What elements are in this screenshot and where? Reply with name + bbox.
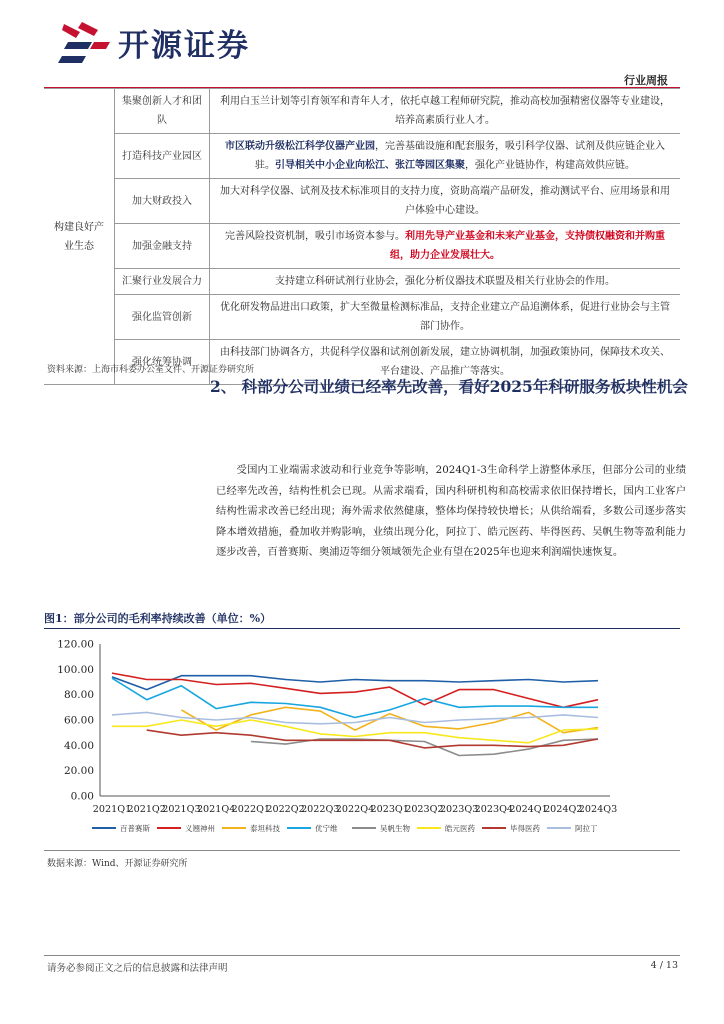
policy-subcategory: 集聚创新人才和团队 (115, 89, 210, 134)
x-tick-label: 2021Q4 (196, 804, 236, 815)
series-line-2 (112, 673, 598, 707)
figure-title-divider (44, 628, 680, 629)
x-tick-label: 2021Q2 (127, 804, 166, 815)
description-text: 加大对科学仪器、试剂及技术标准项目的支持力度，资助高端产品研发，推动测试平台、应用场景和用户体验中心建设。 (220, 186, 670, 216)
x-tick-label: 2021Q1 (92, 804, 132, 815)
highlight-text: 引导相关中小企业向松江、张江等园区集聚 (275, 160, 465, 171)
policy-subcategory: 加强金融支持 (115, 224, 210, 269)
policy-row (44, 89, 680, 134)
y-tick-label: 120.00 (57, 638, 94, 651)
x-tick-label: 2022Q1 (231, 804, 271, 815)
description-text: 支持建立科研试剂行业协会，强化分析仪器技术联盟及相关行业协会的作用。 (275, 276, 615, 287)
policy-row (44, 134, 680, 179)
description-text: 利用白玉兰计划等引育领军和青年人才，依托卓越工程师研究院，推动高校加强精密仪器等专业建设，培养高素质行业人才。 (220, 96, 670, 126)
y-tick-label: 100.00 (57, 663, 94, 676)
y-tick-label: 60.00 (63, 714, 94, 727)
x-tick-label: 2024Q3 (578, 804, 618, 815)
x-tick-label: 2022Q4 (335, 804, 375, 815)
description-text: 由科技部门协调各方，共促科学仪器和试剂创新发展，建立协调机制，加强政策协同，保障技术攻关、平台建设、产品推广等落实。 (220, 347, 670, 377)
gross-margin-line-chart (44, 632, 680, 844)
x-tick-label: 2023Q3 (439, 804, 479, 815)
policy-subcategory: 强化监管创新 (115, 295, 210, 340)
x-tick-label: 2021Q3 (162, 804, 201, 815)
legend-label: 义翘神州 (185, 824, 215, 833)
policy-row (44, 269, 680, 295)
legend-label: 泰坦科技 (250, 824, 280, 833)
description-text: 优化研发物品进出口政策，扩大至微量检测标准品，支持企业建立产品追溯体系，促进行业协会与主管部门协作。 (220, 302, 670, 332)
x-tick-label: 2023Q1 (370, 804, 409, 815)
policy-description (210, 295, 681, 340)
body-paragraph: 受国内工业端需求波动和行业竞争等影响，2024Q1-3生命科学上游整体承压，但部分公司的业绩已经率先改善，结构性机会已现。从需求端看，国内科研机构和高校需求依旧保持增长，国内工业客户结构性需求改善已经出现；海外需求依然健康，整体均保持较快增长；从供给端看，多数公司逐步落实降本增效措施，叠加收并购影响，业绩出现分化，阿拉丁、皓元医药、毕得医药、吴帆生物等盈利能力逐步改善，百普赛斯、奥浦迈等细分领域领先企业有望在2025年也迎来利润端快速恢复。 (216, 464, 686, 559)
policy-row (44, 224, 680, 269)
description-text: 完善风险投资机制，吸引市场资本参与。 (225, 231, 405, 242)
legend-label: 阿拉丁 (575, 824, 598, 833)
footer-disclaimer: 请务必参阅正文之后的信息披露和法律声明 (47, 963, 228, 974)
policy-description (210, 89, 681, 134)
y-tick-label: 80.00 (63, 689, 94, 702)
section-title: 2、 科部分公司业绩已经率先改善，看好2025年科研服务板块性机会 (210, 377, 688, 396)
policy-description (210, 134, 681, 179)
figure-divider (44, 850, 680, 851)
policy-subcategory: 打造科技产业园区 (115, 134, 210, 179)
legend-label: 吴帆生物 (380, 824, 410, 833)
highlight-text: 利用先导产业基金和未来产业基金，支持债权融资和并购重组，助力企业发展壮大。 (390, 231, 665, 261)
policy-row (44, 179, 680, 224)
x-tick-label: 2022Q2 (266, 804, 305, 815)
legend-label: 百普赛斯 (120, 824, 150, 833)
policy-description (210, 179, 681, 224)
y-tick-label: 0.00 (70, 790, 94, 803)
x-tick-label: 2023Q2 (405, 804, 444, 815)
y-tick-label: 20.00 (63, 765, 94, 778)
report-type: 行业周报 (624, 74, 668, 87)
policy-description (210, 224, 681, 269)
footer-divider (44, 955, 680, 956)
x-tick-label: 2024Q1 (509, 804, 548, 815)
policy-subcategory: 强化统筹协调 (115, 340, 210, 385)
policy-category: 构建良好产业生态 (44, 89, 115, 385)
policy-table (44, 88, 680, 385)
y-tick-label: 40.00 (63, 739, 94, 752)
brand-name: 开源证券 (118, 28, 250, 64)
policy-row (44, 295, 680, 340)
figure-title: 图1：部分公司的毛利率持续改善（单位：%） (44, 612, 272, 625)
policy-subcategory: 汇聚行业发展合力 (115, 269, 210, 295)
x-tick-label: 2024Q2 (544, 804, 583, 815)
description-text: ，强化产业链协作，构建高效供应链。 (465, 160, 635, 171)
company-logo-icon (58, 18, 112, 68)
series-line-3 (181, 707, 598, 732)
policy-subcategory: 加大财政投入 (115, 179, 210, 224)
x-tick-label: 2022Q3 (301, 804, 340, 815)
x-tick-label: 2023Q4 (474, 804, 514, 815)
description-text: ，完善基础设施和配套服务，吸引科学仪器、试剂及供应链企业入驻。 (255, 141, 665, 171)
policy-description (210, 269, 681, 295)
highlight-text: 市区联动升级松江科学仪器产业园 (225, 141, 375, 152)
figure-source: 数据来源：Wind、开源证券研究所 (47, 859, 188, 869)
table-source: 资料来源：上海市科委办公室文件、开源证券研究所 (47, 365, 255, 375)
page-number: 4 / 13 (650, 960, 678, 971)
legend-label: 皓元医药 (445, 824, 475, 833)
legend-label: 优宁维 (315, 824, 338, 833)
legend-label: 毕得医药 (510, 824, 540, 833)
